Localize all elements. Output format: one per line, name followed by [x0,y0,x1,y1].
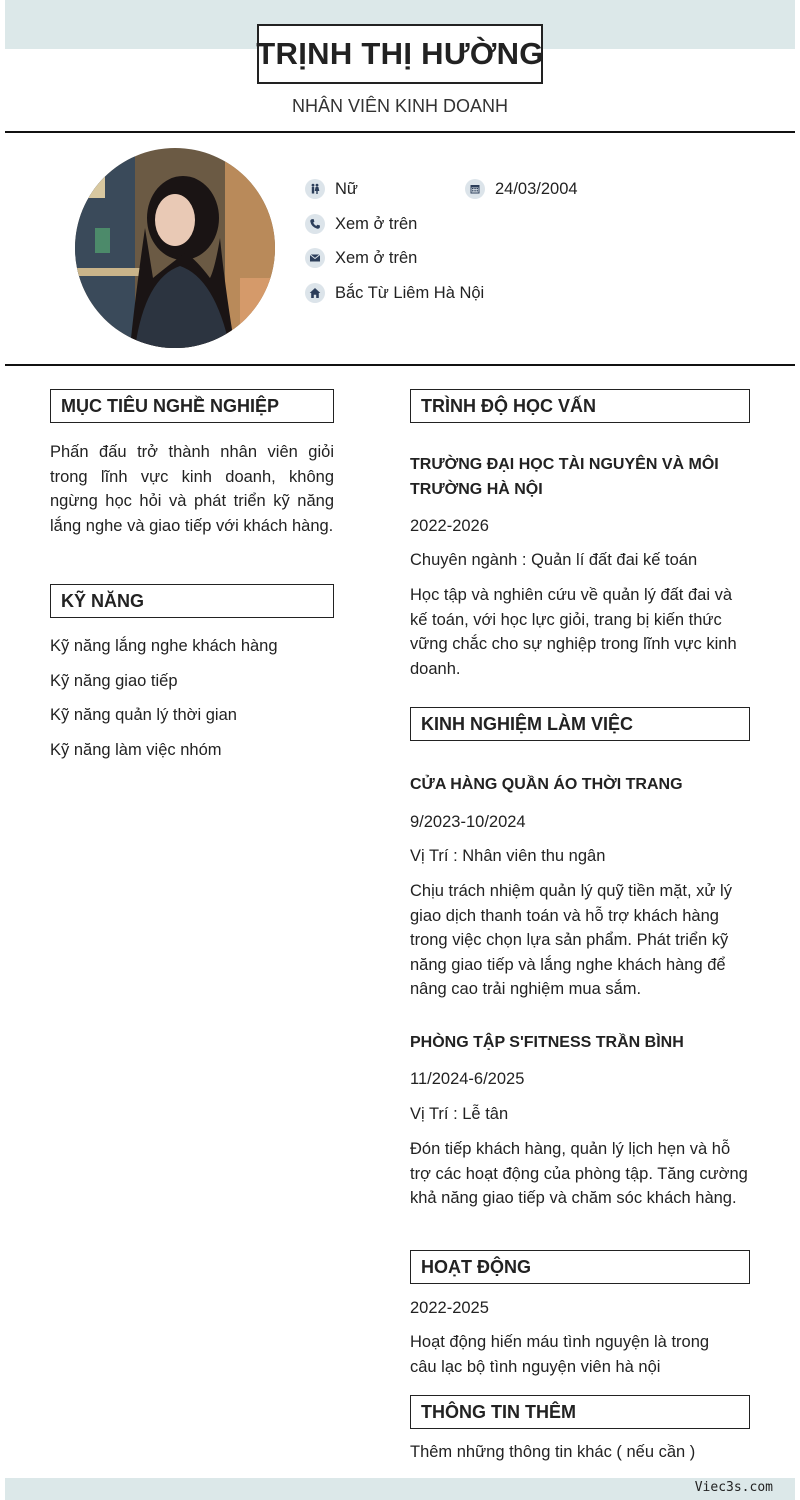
brand-watermark: Viec3s.com [694,1480,773,1495]
contact-gender [305,179,358,199]
contact-email [305,248,417,268]
gender-value: Nữ [335,179,358,198]
skill-item: Kỹ năng làm việc nhóm [50,741,222,759]
extra-heading: THÔNG TIN THÊM [410,1395,750,1429]
education-period: 2022-2026 [410,517,489,535]
name-box [257,24,543,84]
contact-phone [305,214,417,234]
divider-middle [5,364,795,366]
profile-photo [75,148,275,348]
job-period: 9/2023-10/2024 [410,813,526,831]
education-school: TRƯỜNG ĐẠI HỌC TÀI NGUYÊN VÀ MÔI TRƯỜNG HÀ NỘI [410,456,719,498]
phone-icon [305,214,325,234]
home-icon [305,283,325,303]
phone-value: Xem ở trên [335,214,418,233]
activities-period: 2022-2025 [410,1299,489,1317]
experience-heading: KINH NGHIỆM LÀM VIỆC [410,707,750,741]
contact-birthday [465,179,578,199]
job-description: Chịu trách nhiệm quản lý quỹ tiền mặt, xử lý giao dịch thanh toán và hỗ trợ khách hàng trong việc chọn lựa sản phẩm. Phát triển kỹ năng giao tiếp và lắng nghe khách hàng để nâng cao trải nghiệm mua sắm. [410,882,732,998]
job-position: Vị Trí : Nhân viên thu ngân [410,847,606,865]
job-period: 11/2024-6/2025 [410,1070,525,1088]
skill-item: Kỹ năng giao tiếp [50,672,178,690]
job-title: NHÂN VIÊN KINH DOANH [291,96,509,116]
email-value: Xem ở trên [335,248,418,267]
activities-description: Hoạt động hiến máu tình nguyện là trong câu lạc bộ tình nguyện viên hà nội [410,1333,710,1376]
extra-text: Thêm những thông tin khác ( nếu cần ) [410,1443,696,1461]
activities-heading: HOẠT ĐỘNG [410,1250,750,1284]
calendar-icon [465,179,485,199]
education-heading: TRÌNH ĐỘ HỌC VẤN [410,389,750,423]
contact-address [305,283,484,303]
gender-icon [305,179,325,199]
education-description: Học tập và nghiên cứu về quản lý đất đai và kế toán, với học lực giỏi, trang bị kiến thức vững chắc cho sự nghiệp trong lĩnh vực kinh doanh. [410,586,737,678]
envelope-icon [305,248,325,268]
skill-item: Kỹ năng quản lý thời gian [50,706,237,724]
education-major: Chuyên ngành : Quản lí đất đai kế toán [410,551,698,569]
job-description: Đón tiếp khách hàng, quản lý lịch hẹn và hỗ trợ các hoạt động của phòng tập. Tăng cường khả năng giao tiếp và chăm sóc khách hàng. [410,1140,748,1207]
birthday-value: 24/03/2004 [495,179,578,198]
skill-item: Kỹ năng lắng nghe khách hàng [50,637,278,655]
skills-heading: KỸ NĂNG [50,584,334,618]
bottom-band [5,1478,795,1500]
job-company: PHÒNG TẬP S'FITNESS TRẦN BÌNH [410,1034,684,1051]
job-company: CỬA HÀNG QUẦN ÁO THỜI TRANG [410,776,683,793]
address-value: Bắc Từ Liêm Hà Nội [335,283,485,302]
divider-top [5,131,795,133]
objective-text: Phấn đấu trở thành nhân viên giỏi trong lĩnh vực kinh doanh, không ngừng học hỏi và phát triển kỹ năng lắng nghe và giao tiếp với khách hàng. [50,443,334,535]
candidate-name: TRỊNH THỊ HƯỜNG [256,36,544,71]
objective-heading: MỤC TIÊU NGHỀ NGHIỆP [50,389,334,423]
job-position: Vị Trí : Lễ tân [410,1105,509,1123]
